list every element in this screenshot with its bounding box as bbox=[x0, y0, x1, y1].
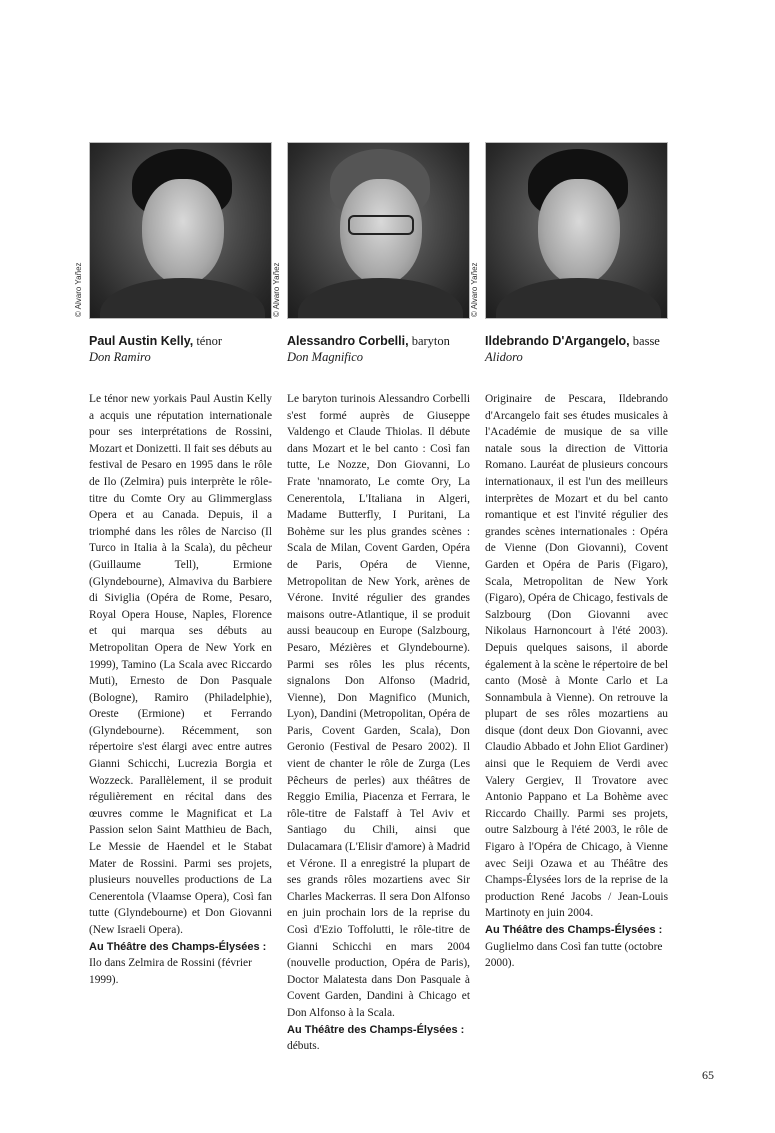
photo-face bbox=[142, 179, 224, 285]
artist-voice: basse bbox=[629, 334, 660, 348]
artist-role: Alidoro bbox=[485, 350, 523, 364]
photo-credit: © Alvaro Yañez bbox=[74, 262, 83, 317]
photo-glasses bbox=[348, 215, 414, 235]
venue-performance: Guglielmo dans Così fan tutte (octobre 2000). bbox=[485, 940, 663, 970]
venue-label: Au Théâtre des Champs-Élysées : bbox=[287, 1023, 465, 1036]
artist-name: Paul Austin Kelly, bbox=[89, 334, 194, 348]
artist-column-corbelli bbox=[272, 142, 470, 1055]
venue-performance: Ilo dans Zelmira de Rossini (février 1999). bbox=[89, 957, 252, 986]
artist-column-dargangelo bbox=[470, 142, 668, 972]
artist-role: Don Ramiro bbox=[89, 350, 151, 364]
venue-label: Au Théâtre des Champs-Élysées : bbox=[485, 924, 663, 936]
artist-photo-kelly bbox=[89, 142, 272, 319]
venue-performance: débuts. bbox=[287, 1040, 320, 1053]
artist-bio: Le baryton turinois Alessandro Corbelli s'est formé auprès de Giuseppe Valdengo et Claude Thiolas. Il débute dans Mozart et le bel canto : Così fan tutte, Le Nozze, Don Giovanni, Lo Frate 'nnamorato, Le comte Ory, La Cenerentola, L'Italiana in Algeri, Madame Butterfly, I Puritani, La Bohème sur les plus grandes scènes : Scala de Milan, Covent Garden, Opéra de Paris, Opéra de Vienne, Metropolitan de New York, arènes de Vérone. Invité régulier des grandes maisons outre-Atlantique, il se produit aussi beaucoup en Europe (Salzbourg, Pesaro, Mézières et Glyndebourne). Parmi ses rôles les plus récents, signalons Don Alfonso (Madrid, Vienne), Don Magnifico (Munich, Lyon), Dandini (Metropolitan, Opéra de Paris, Covent Garden, Scala), Don Geronio (Festival de Pesaro 2002). Il vient de chanter le rôle de Zurga (Les Pêcheurs de perles) aux théâtres de Reggio Emilia, Piacenza et Ferrara, le rôle-titre de Falstaff à Tel Aviv et Santiago du Chili, ainsi que Dulacamara (L'Elisir d'amore) à Madrid et Vérone. Il a enregistré la plupart de ses grands rôles mozartiens avec Sir Charles Mackerras. Il sera Don Alfonso en juin prochain lors de la reprise du Così d'Ezio Toffolutti, le rôle-titre de Gianni Schicchi en mars 2004 (nouvelle production, Opéra de Paris), Doctor Malatesta dans Don Pasquale à Covent Garden, Dandini à Chicago et Don Alfonso à la Scala. bbox=[287, 393, 470, 1019]
artist-photo-dargangelo bbox=[485, 142, 668, 319]
artist-column-kelly bbox=[74, 142, 272, 988]
artist-name: Ildebrando D'Argangelo, bbox=[485, 334, 630, 348]
artist-name: Alessandro Corbelli, bbox=[287, 334, 409, 348]
artist-name-line bbox=[485, 333, 668, 349]
page-number: 65 bbox=[702, 1068, 714, 1082]
artist-name-line bbox=[287, 333, 470, 349]
venue-label: Au Théâtre des Champs-Élysées : bbox=[89, 940, 267, 953]
artist-photo-corbelli bbox=[287, 142, 470, 319]
photo-shoulders bbox=[100, 278, 265, 319]
artist-voice: ténor bbox=[193, 334, 222, 348]
artist-role: Don Magnifico bbox=[287, 350, 364, 364]
artist-bio: Originaire de Pescara, Ildebrando d'Arcangelo fait ses études musicales à l'Académie de musique de sa ville natale sous la direction de Vittoria Romano. Lauréat de plusieurs concours internationaux, il est l'un des meilleurs interprètes de Mozart et du bel canto romantique et est l'invité régulier des grandes scènes internationales : Opéra de Vienne (Don Giovanni), Covent Garden et Opéra de Paris (Figaro), Scala, Metropolitan de New York (Figaro), Opéra de Chicago, festivals de Salzbourg (Don Giovanni avec Nikolaus Harnoncourt à l'été 2003). Depuis quelques saisons, il aborde également à la scène le répertoire de bel canto (Mosè à Monte Carlo et La Sonnambula à Vienne). On retrouve la plupart de ses rôles mozartiens au disque (dont deux Don Giovanni, avec Claudio Abbado et John Eliot Gardiner) ainsi que le Requiem de Verdi avec Valery Gergiev, Il Trovatore avec Antonio Pappano et La Bohème avec Riccardo Chailly. Parmi ses projets, outre Salzbourg à l'été 2003, le rôle de Figaro à l'Opéra de Chicago, à Vienne avec Seiji Ozawa et au Théâtre des Champs-Élysées lors de la reprise de la production René Jacobs / Jean-Louis Martinoty en juin 2004. bbox=[485, 393, 668, 920]
photo-credit: © Alvaro Yañez bbox=[272, 262, 281, 317]
photo-credit: © Alvaro Yañez bbox=[470, 262, 479, 317]
photo-shoulders bbox=[496, 278, 661, 319]
photo-face bbox=[538, 179, 620, 285]
artist-bio: Le ténor new yorkais Paul Austin Kelly a acquis une réputation internationale pour ses interprétations de Rossini, Mozart et Donizetti. Il fait ses débuts au festival de Pesaro en 1995 dans le rôle de Ilo (Zelmira) puis interprète le rôle-titre du Comte Ory au Glimmerglass Opera et au Canada. Depuis, il a triomphé dans les rôles de Narciso (Il Turco in Italia à la Scala), du pêcheur (Guillaume Tell), Ermione (Glyndebourne), Almaviva du Barbiere di Siviglia (Opéra de Rome, Pesaro, Royal Opera House, Naples, Florence et qui marqua ses débuts au Metropolitan Opera de New York en 1999), Tamino (La Scala avec Riccardo Muti), Ernesto de Don Pasquale (Bologne), Ramiro (Philadelphie), Oreste (Ermione) et Ferrando (Glyndebourne). Récemment, son répertoire s'est élargi avec entre autres Gianni Schicchi, Lucrezia Borgia et Wozzeck. Parallèlement, il se produit régulièrement en récital dans des œuvres comme le Magnificat et La Passion selon Saint Matthieu de Bach, Le Messie de Haendel et le Stabat Mater de Rossini. Parmi ses projets, plusieurs nouvelles productions de La Cenerentola (Vlaamse Opera), Così fan tutte (Glyndebourne) et Don Giovanni (New Israeli Opera). bbox=[89, 393, 272, 936]
artist-name-line bbox=[89, 333, 272, 349]
artist-voice: baryton bbox=[408, 334, 450, 348]
photo-shoulders bbox=[298, 278, 463, 319]
